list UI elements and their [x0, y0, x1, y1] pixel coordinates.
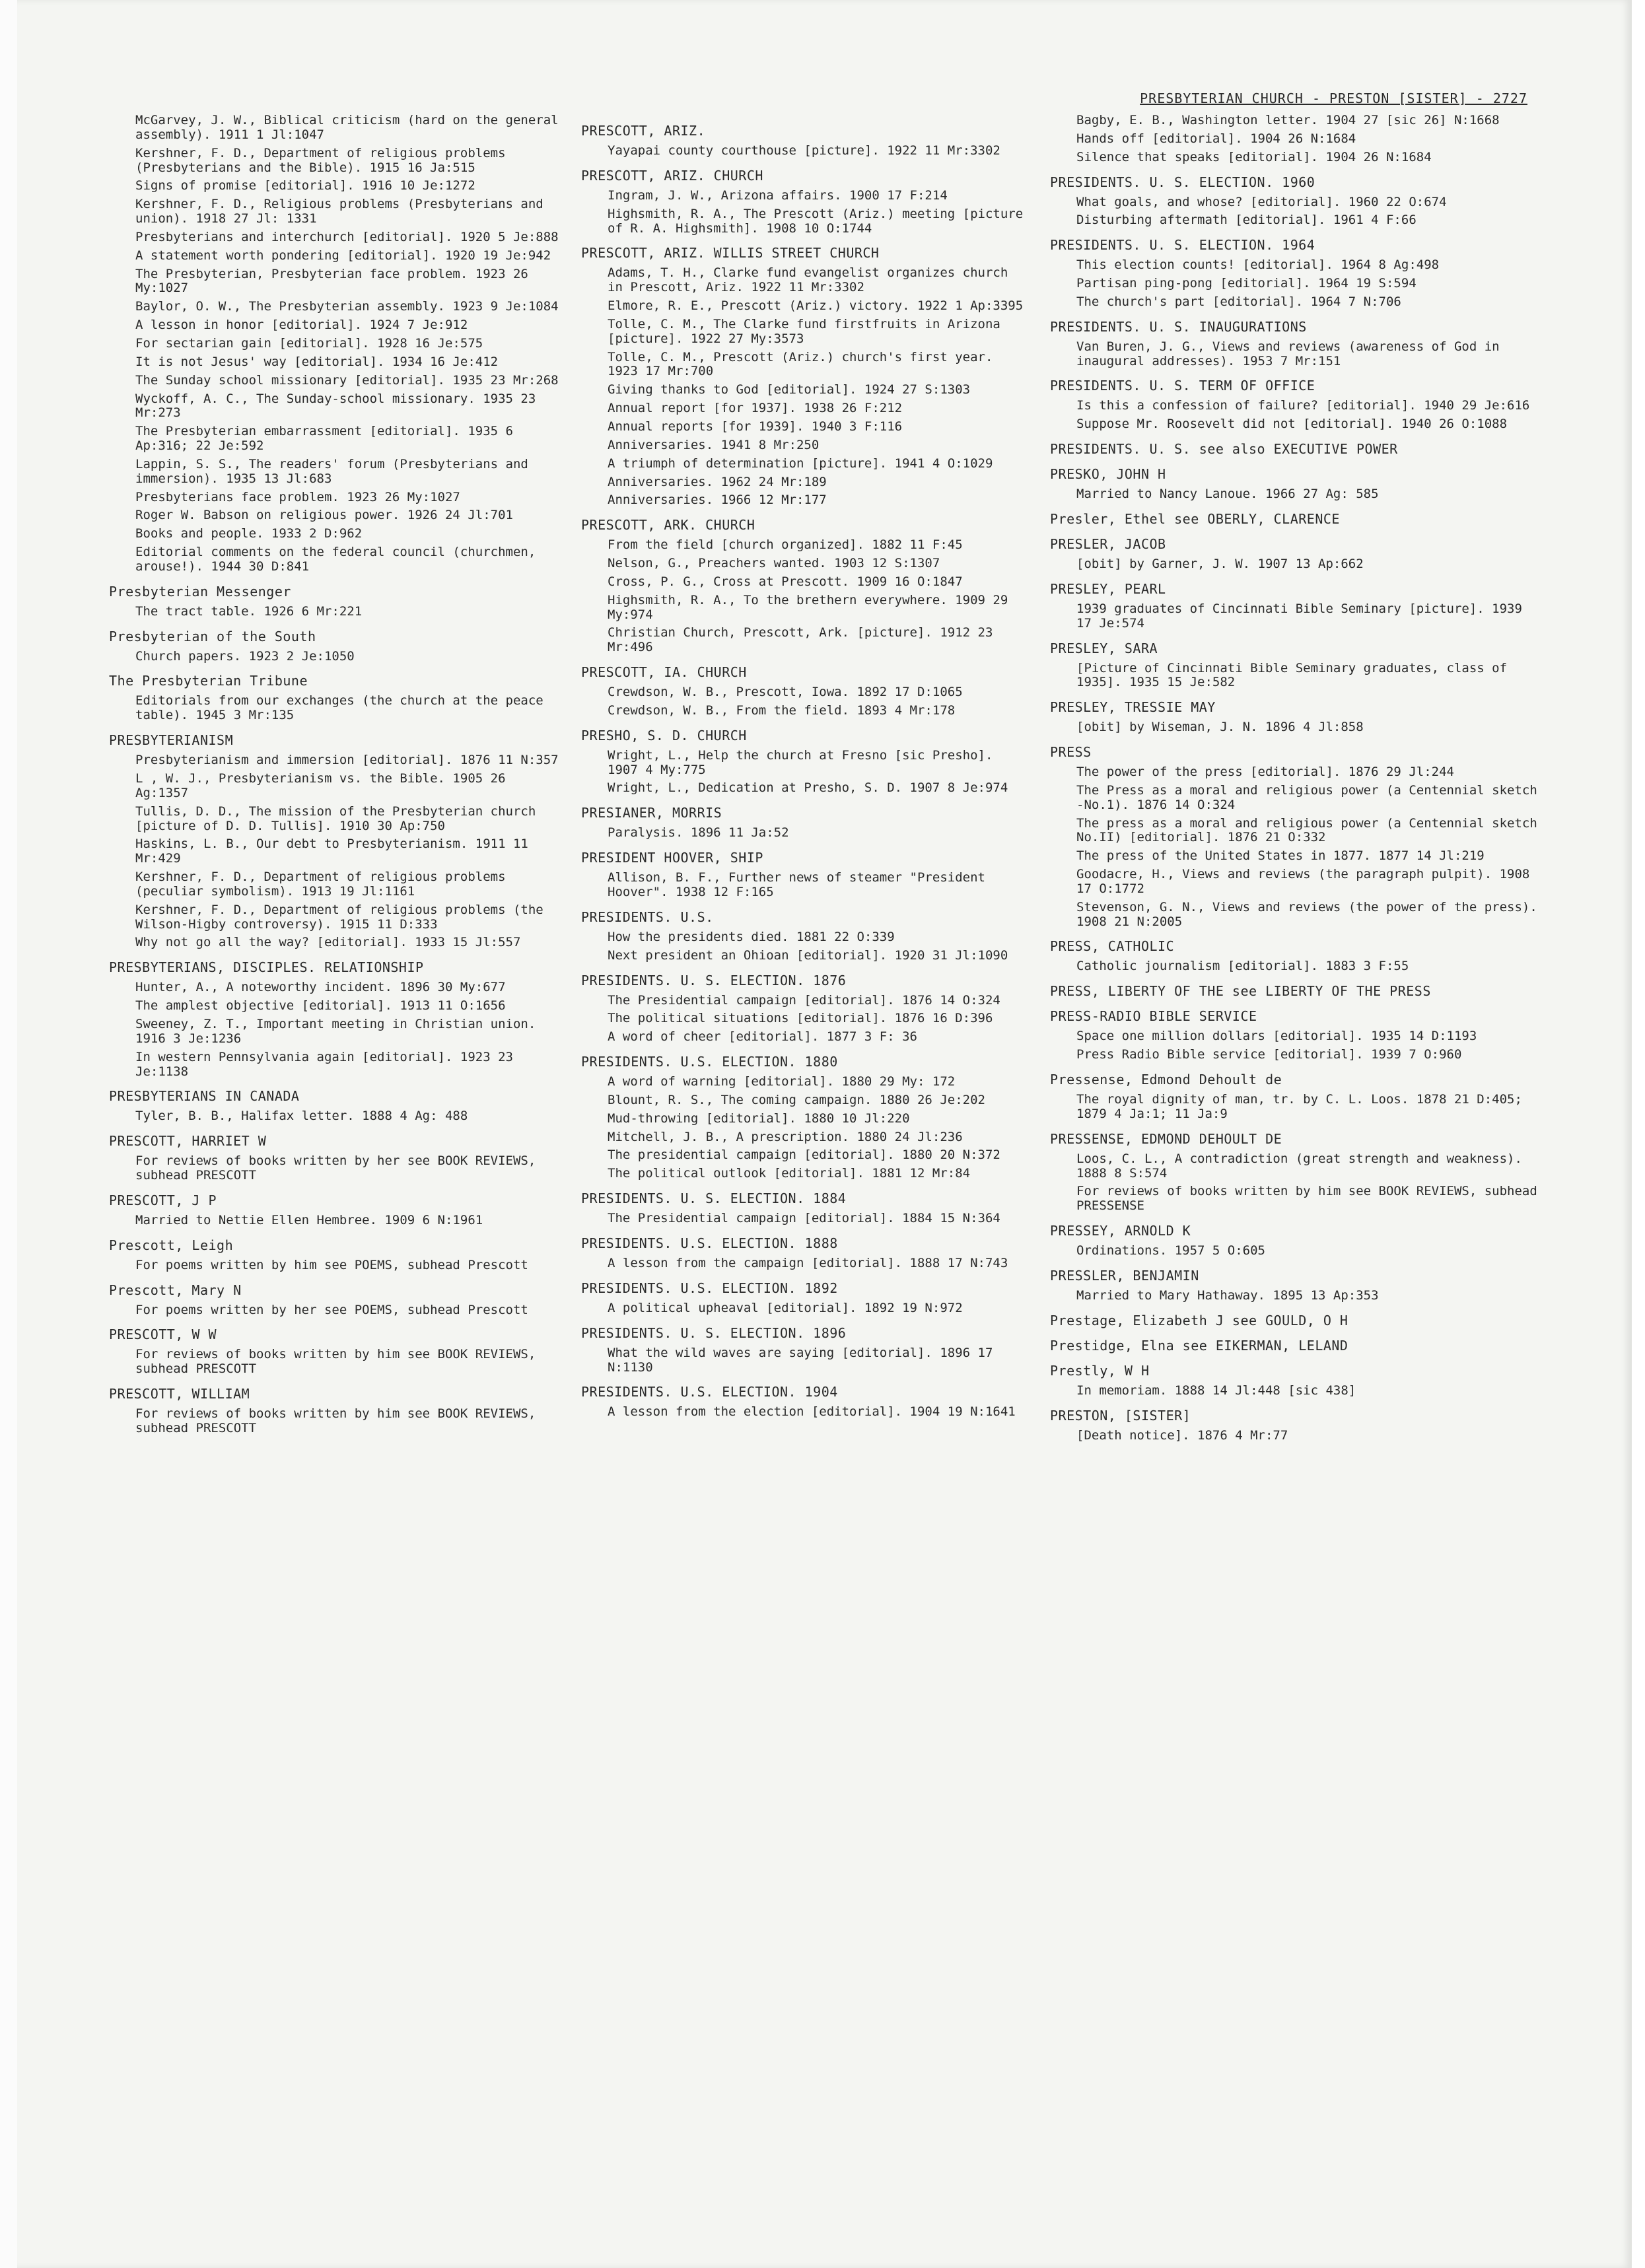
- index-heading: PRESIDENTS. U.S. ELECTION. 1892: [581, 1280, 838, 1296]
- index-block: [1050, 237, 1539, 310]
- index-entry: Disturbing aftermath [editorial]. 1961 4 F:66: [1076, 213, 1417, 228]
- index-entry: Kershner, F. D., Department of religious problems (peculiar symbolism). 1913 19 Jl:1161: [135, 870, 506, 899]
- index-entry: In western Pennsylvania again [editorial]. 1923 23 Je:1138: [135, 1049, 513, 1079]
- index-heading: PRESS-RADIO BIBLE SERVICE: [1050, 1008, 1257, 1025]
- index-block: [581, 1190, 1030, 1226]
- index-entry: The presidential campaign [editorial]. 1880 20 N:372: [608, 1148, 1000, 1163]
- index-block: [1050, 1363, 1539, 1398]
- index-entry: Ingram, J. W., Arizona affairs. 1900 17 F:214: [608, 188, 948, 203]
- index-block: [581, 1384, 1030, 1420]
- index-heading: PRESBYTERIANS, DISCIPLES. RELATIONSHIP: [109, 959, 424, 976]
- index-entry: [obit] by Garner, J. W. 1907 13 Ap:662: [1076, 556, 1364, 571]
- index-block: [1050, 466, 1539, 502]
- index-block: [581, 973, 1030, 1045]
- index-entry: The royal dignity of man, tr. by C. L. Loos. 1878 21 D:405; 1879 4 Ja:1; 11 Ja:9: [1076, 1092, 1522, 1121]
- index-entry: Bagby, E. B., Washington letter. 1904 27 [sic 26] N:1668: [1076, 113, 1500, 127]
- index-heading: Prestage, Elizabeth J see GOULD, O H: [1050, 1312, 1348, 1328]
- index-heading: PRESIDENTS. U. S. INAUGURATIONS: [1050, 318, 1307, 335]
- index-entry: It is not Jesus' way [editorial]. 1934 16 Je:412: [135, 354, 499, 369]
- index-entry: The political outlook [editorial]. 1881 12 Mr:84: [608, 1166, 971, 1181]
- index-entry: The Press as a moral and religious power (a Centennial sketch -No.1). 1876 14 O:324: [1076, 782, 1537, 812]
- index-block: [581, 664, 1030, 718]
- index-block: [581, 728, 1030, 796]
- index-entry: Elmore, R. E., Prescott (Ariz.) victory. 1922 1 Ap:3395: [608, 298, 1024, 314]
- index-entry: Space one million dollars [editorial]. 1935 14 D:1193: [1076, 1029, 1477, 1044]
- index-entry: Allison, B. F., Further news of steamer "President Hoover". 1938 12 F:165: [608, 870, 985, 899]
- index-heading: PRESBYTERIANISM: [109, 732, 234, 749]
- index-block: [109, 732, 565, 950]
- index-entry: The tract table. 1926 6 Mr:221: [135, 603, 363, 619]
- index-block: [1050, 581, 1539, 631]
- index-entry: A political upheaval [editorial]. 1892 19 N:972: [608, 1300, 963, 1315]
- index-entry: McGarvey, J. W., Biblical criticism (hard on the general assembly). 1911 1 Jl:1047: [135, 113, 559, 142]
- index-entry: Crewdson, W. B., Prescott, Iowa. 1892 17 D:1065: [608, 685, 963, 700]
- index-heading: PRESLEY, SARA: [1050, 640, 1158, 656]
- index-entry: Presbyterianism and immersion [editorial]. 1876 11 N:357: [135, 753, 559, 768]
- index-block: [109, 114, 565, 574]
- index-heading: PRESLEY, TRESSIE MAY: [1050, 699, 1216, 716]
- index-entry: Tullis, D. D., The mission of the Presbyterian church [picture of D. D. Tullis]. 1910 30 Ap:750: [135, 804, 536, 833]
- index-block: [581, 123, 1030, 158]
- index-heading: PRESSENSE, EDMOND DEHOULT DE: [1050, 1130, 1282, 1147]
- index-heading: PRESS, LIBERTY OF THE see LIBERTY OF THE PRESS: [1050, 983, 1431, 1000]
- index-entry: Married to Mary Hathaway. 1895 13 Ap:353: [1076, 1288, 1379, 1303]
- index-heading: PRESIDENTS. U. S. ELECTION. 1964: [1050, 237, 1315, 254]
- index-entry: Books and people. 1933 2 D:962: [135, 526, 363, 541]
- index-heading: Prestidge, Elna see EIKERMAN, LELAND: [1050, 1337, 1348, 1354]
- index-block: [109, 1237, 565, 1273]
- index-entry: Presbyterians and interchurch [editorial]. 1920 5 Je:888: [135, 229, 559, 244]
- index-block: [581, 805, 1030, 841]
- index-heading: Presbyterian Messenger: [109, 583, 291, 600]
- index-block: [1050, 319, 1539, 369]
- index-block: [1050, 378, 1539, 432]
- index-block: [109, 1133, 565, 1183]
- index-entry: Crewdson, W. B., From the field. 1893 4 Mr:178: [608, 703, 956, 718]
- index-heading: PRESIANER, MORRIS: [581, 805, 722, 821]
- index-heading: PRESLEY, PEARL: [1050, 580, 1166, 597]
- index-entry: Paralysis. 1896 11 Ja:52: [608, 825, 789, 841]
- index-block: [109, 1192, 565, 1228]
- index-heading: PRESIDENTS. U. S. ELECTION. 1960: [1050, 174, 1315, 190]
- index-entry: Anniversaries. 1962 24 Mr:189: [608, 474, 827, 489]
- index-heading: Presbyterian of the South: [109, 628, 316, 644]
- index-block: [1050, 1338, 1539, 1354]
- index-entry: Lappin, S. S., The readers' forum (Presbyterians and immersion). 1935 13 Jl:683: [135, 456, 528, 486]
- index-heading: PRESCOTT, W W: [109, 1326, 217, 1343]
- index-entry: The church's part [editorial]. 1964 7 N:706: [1076, 294, 1401, 309]
- index-entry: [obit] by Wiseman, J. N. 1896 4 Jl:858: [1076, 720, 1364, 735]
- index-block: [581, 245, 1030, 508]
- index-entry: Married to Nancy Lanoue. 1966 27 Ag: 585: [1076, 487, 1379, 502]
- index-entry: Wyckoff, A. C., The Sunday-school missionary. 1935 23 Mr:273: [135, 391, 536, 421]
- index-block: [581, 1235, 1030, 1271]
- index-block: [1050, 536, 1539, 572]
- index-block: [581, 517, 1030, 655]
- index-block: [1050, 1072, 1539, 1122]
- index-entry: The power of the press [editorial]. 1876 29 Jl:244: [1076, 765, 1454, 780]
- index-entry: Annual report [for 1937]. 1938 26 F:212: [608, 401, 903, 416]
- index-heading: PRESTON, [SISTER]: [1050, 1407, 1191, 1424]
- index-entry: Blount, R. S., The coming campaign. 1880 26 Je:202: [608, 1092, 985, 1107]
- index-heading: PRESHO, S. D. CHURCH: [581, 727, 747, 743]
- index-block: [581, 1054, 1030, 1181]
- index-heading: PRESS: [1050, 744, 1092, 761]
- index-entry: The Presbyterian, Presbyterian face problem. 1923 26 My:1027: [135, 266, 528, 296]
- index-heading: PRESCOTT, ARIZ. CHURCH: [581, 167, 763, 184]
- index-entry: Hunter, A., A noteworthy incident. 1896 30 My:677: [135, 980, 506, 995]
- index-entry: A lesson from the election [editorial]. 1904 19 N:1641: [608, 1404, 1016, 1420]
- index-entry: For reviews of books written by him see BOOK REVIEWS, subhead PRESCOTT: [135, 1406, 536, 1435]
- index-entry: Tyler, B. B., Halifax letter. 1888 4 Ag: 488: [135, 1109, 468, 1124]
- index-entry: Presbyterians face problem. 1923 26 My:1027: [135, 489, 460, 504]
- index-entry: Editorials from our exchanges (the church at the peace table). 1945 3 Mr:135: [135, 693, 543, 723]
- index-block: [1050, 1008, 1539, 1062]
- index-block: [1050, 744, 1539, 929]
- index-block: [109, 959, 565, 1079]
- index-heading: PRESIDENTS. U. S. ELECTION. 1884: [581, 1190, 847, 1207]
- index-heading: PRESIDENTS. U. S. ELECTION. 1876: [581, 972, 847, 988]
- index-heading: PRESCOTT, IA. CHURCH: [581, 664, 747, 681]
- index-block: [109, 584, 565, 619]
- index-entry: What goals, and whose? [editorial]. 1960 22 O:674: [1076, 194, 1447, 209]
- index-entry: Next president an Ohioan [editorial]. 1920 31 Jl:1090: [608, 947, 1008, 963]
- index-block: [1050, 1223, 1539, 1258]
- index-entry: Hands off [editorial]. 1904 26 N:1684: [1076, 131, 1356, 146]
- running-header: PRESBYTERIAN CHURCH - PRESTON [SISTER] - 2727: [1140, 90, 1527, 106]
- index-heading: Pressense, Edmond Dehoult de: [1050, 1072, 1282, 1087]
- index-entry: For reviews of books written by her see BOOK REVIEWS, subhead PRESCOTT: [135, 1153, 536, 1183]
- index-entry: A triumph of determination [picture]. 1941 4 O:1029: [608, 456, 993, 471]
- index-entry: Baylor, O. W., The Presbyterian assembly. 1923 9 Je:1084: [135, 299, 559, 314]
- index-entry: Partisan ping-pong [editorial]. 1964 19 S:594: [1076, 276, 1417, 291]
- index-entry: Tolle, C. M., The Clarke fund firstfruits in Arizona [picture]. 1922 27 My:3573: [608, 316, 1000, 346]
- index-block: [1050, 1268, 1539, 1303]
- index-entry: L , W. J., Presbyterianism vs. the Bible. 1905 26 Ag:1357: [135, 771, 506, 800]
- index-heading: PRESIDENTS. U. S. see also EXECUTIVE POWER: [1050, 441, 1398, 458]
- index-block: [1050, 1131, 1539, 1214]
- index-entry: Stevenson, G. N., Views and reviews (the power of the press). 1908 21 N:2005: [1076, 899, 1537, 929]
- index-entry: Church papers. 1923 2 Je:1050: [135, 648, 355, 664]
- index-block: [1050, 1408, 1539, 1443]
- index-block: [1050, 983, 1539, 999]
- index-entry: For reviews of books written by him see BOOK REVIEWS, subhead PRESCOTT: [135, 1347, 536, 1377]
- index-heading: Prescott, Mary N: [109, 1282, 242, 1298]
- index-heading: PRESCOTT, ARIZ. WILLIS STREET CHURCH: [581, 245, 880, 261]
- index-entry: Annual reports [for 1939]. 1940 3 F:116: [608, 419, 903, 434]
- index-entry: From the field [church organized]. 1882 11 F:45: [608, 537, 963, 553]
- index-block: [581, 1280, 1030, 1316]
- page-edge: [0, 0, 17, 2268]
- index-heading: PRESIDENTS. U.S. ELECTION. 1880: [581, 1054, 838, 1070]
- index-entry: Ordinations. 1957 5 O:605: [1076, 1243, 1265, 1258]
- index-block: [109, 673, 565, 723]
- index-entry: The press of the United States in 1877. 1877 14 Jl:219: [1076, 848, 1485, 864]
- index-entry: The Presbyterian embarrassment [editorial]. 1935 6 Ap:316; 22 Je:592: [135, 424, 513, 454]
- index-entry: A lesson in honor [editorial]. 1924 7 Je:912: [135, 318, 468, 333]
- index-entry: Roger W. Babson on religious power. 1926 24 Jl:701: [135, 508, 513, 523]
- index-entry: The Presidential campaign [editorial]. 1876 14 O:324: [608, 992, 1000, 1008]
- index-block: [1050, 511, 1539, 527]
- index-entry: 1939 graduates of Cincinnati Bible Seminary [picture]. 1939 17 Je:574: [1076, 601, 1522, 631]
- index-entry: Haskins, L. B., Our debt to Presbyterianism. 1911 11 Mr:429: [135, 837, 528, 866]
- index-block: [1050, 1313, 1539, 1328]
- index-entry: The press as a moral and religious power (a Centennial sketch No.II) [editorial]. 1876 21 O:332: [1076, 815, 1537, 845]
- index-entry: Yayapai county courthouse [picture]. 1922 11 Mr:3302: [608, 143, 1000, 158]
- index-entry: How the presidents died. 1881 22 O:339: [608, 929, 895, 944]
- index-heading: PRESIDENTS. U.S.: [581, 909, 714, 925]
- index-block: [109, 629, 565, 664]
- index-heading: Prestly, W H: [1050, 1362, 1150, 1379]
- index-entry: Wright, L., Help the church at Fresno [sic Presho]. 1907 4 My:775: [608, 747, 993, 777]
- index-block: [1050, 174, 1539, 228]
- index-entry: A word of cheer [editorial]. 1877 3 F: 36: [608, 1029, 917, 1045]
- index-entry: The Presidential campaign [editorial]. 1884 15 N:364: [608, 1211, 1000, 1226]
- index-block: [1050, 640, 1539, 691]
- index-heading: PRESSEY, ARNOLD K: [1050, 1223, 1191, 1239]
- index-heading: Presler, Ethel see OBERLY, CLARENCE: [1050, 510, 1340, 527]
- index-entry: Kershner, F. D., Department of religious problems (the Wilson-Higby controversy). 1915 11 D:333: [135, 902, 543, 932]
- index-entry: A word of warning [editorial]. 1880 29 My: 172: [608, 1074, 956, 1089]
- index-entry: For sectarian gain [editorial]. 1928 16 Je:575: [135, 335, 483, 351]
- index-entry: [Death notice]. 1876 4 Mr:77: [1076, 1427, 1288, 1443]
- column-2: [581, 114, 1030, 1424]
- index-block: [109, 1282, 565, 1318]
- index-entry: Anniversaries. 1966 12 Mr:177: [608, 493, 827, 508]
- index-heading: PRESIDENTS. U. S. TERM OF OFFICE: [1050, 378, 1315, 394]
- index-entry: Highsmith, R. A., To the brethern everywhere. 1909 29 My:974: [608, 592, 1008, 622]
- index-entry: The political situations [editorial]. 1876 16 D:396: [608, 1011, 993, 1026]
- index-entry: Kershner, F. D., Religious problems (Presbyterians and union). 1918 27 Jl: 1331: [135, 197, 543, 226]
- index-entry: Loos, C. L., A contradiction (great strength and weakness). 1888 8 S:574: [1076, 1151, 1522, 1181]
- index-heading: PRESBYTERIANS IN CANADA: [109, 1088, 300, 1105]
- index-heading: PRESCOTT, ARK. CHURCH: [581, 517, 755, 533]
- index-entry: For poems written by him see POEMS, subhead Prescott: [135, 1257, 528, 1272]
- column-3: [1050, 114, 1539, 1447]
- index-entry: Adams, T. H., Clarke fund evangelist organizes church in Prescott, Ariz. 1922 11 Mr:3302: [608, 265, 1008, 295]
- index-entry: Silence that speaks [editorial]. 1904 26 N:1684: [1076, 149, 1432, 164]
- index-entry: Signs of promise [editorial]. 1916 10 Je:1272: [135, 178, 475, 193]
- index-entry: This election counts! [editorial]. 1964 8 Ag:498: [1076, 258, 1440, 273]
- index-entry: Why not go all the way? [editorial]. 1933 15 Jl:557: [135, 935, 521, 950]
- index-block: [1050, 699, 1539, 735]
- index-entry: Sweeney, Z. T., Important meeting in Christian union. 1916 3 Je:1236: [135, 1016, 536, 1046]
- index-entry: For poems written by her see POEMS, subhead Prescott: [135, 1302, 528, 1317]
- index-heading: PRESLER, JACOB: [1050, 535, 1166, 552]
- index-entry: Editorial comments on the federal council (churchmen, arouse!). 1944 30 D:841: [135, 545, 536, 574]
- index-heading: PRESCOTT, HARRIET W: [109, 1133, 267, 1150]
- index-block: [581, 850, 1030, 900]
- index-block: [109, 1088, 565, 1124]
- index-entry: Kershner, F. D., Department of religious problems (Presbyterians and the Bible). 1915 16 Ja:515: [135, 145, 506, 175]
- index-entry: A statement worth pondering [editorial]. 1920 19 Je:942: [135, 248, 551, 263]
- index-heading: Prescott, Leigh: [109, 1237, 234, 1253]
- column-1: [109, 114, 565, 1440]
- index-heading: PRESCOTT, ARIZ.: [581, 123, 706, 139]
- index-block: [1050, 114, 1539, 165]
- index-entry: Mud-throwing [editorial]. 1880 10 Jl:220: [608, 1111, 910, 1126]
- index-block: [581, 168, 1030, 236]
- index-entry: Is this a confession of failure? [editorial]. 1940 29 Je:616: [1076, 398, 1530, 413]
- index-entry: Goodacre, H., Views and reviews (the paragraph pulpit). 1908 17 O:1772: [1076, 867, 1530, 896]
- index-entry: Anniversaries. 1941 8 Mr:250: [608, 437, 820, 452]
- index-block: [109, 1386, 565, 1436]
- index-entry: Wright, L., Dedication at Presho, S. D. 1907 8 Je:974: [608, 780, 1008, 796]
- index-entry: A lesson from the campaign [editorial]. 1888 17 N:743: [608, 1255, 1008, 1270]
- index-heading: PRESKO, JOHN H: [1050, 466, 1166, 483]
- index-entry: Nelson, G., Preachers wanted. 1903 12 S:1307: [608, 556, 940, 571]
- index-entry: Press Radio Bible service [editorial]. 1939 7 O:960: [1076, 1047, 1462, 1062]
- index-entry: Highsmith, R. A., The Prescott (Ariz.) meeting [picture of R. A. Highsmith]. 1908 10 O:1744: [608, 206, 1024, 236]
- index-entry: Christian Church, Prescott, Ark. [picture]. 1912 23 Mr:496: [608, 625, 993, 655]
- index-heading: The Presbyterian Tribune: [109, 673, 308, 689]
- index-block: [1050, 938, 1539, 974]
- index-entry: Tolle, C. M., Prescott (Ariz.) church's first year. 1923 17 Mr:700: [608, 349, 993, 379]
- index-entry: Van Buren, J. G., Views and reviews (awareness of God in inaugural addresses). 1953 7 Mr:151: [1076, 339, 1500, 368]
- index-block: [109, 1326, 565, 1377]
- index-block: [581, 1325, 1030, 1375]
- index-heading: PRESSLER, BENJAMIN: [1050, 1267, 1199, 1284]
- index-heading: PRESCOTT, WILLIAM: [109, 1386, 250, 1402]
- index-heading: PRESIDENT HOOVER, SHIP: [581, 850, 763, 866]
- index-entry: The amplest objective [editorial]. 1913 11 O:1656: [135, 998, 506, 1014]
- index-heading: PRESIDENTS. U. S. ELECTION. 1896: [581, 1324, 847, 1341]
- index-entry: Catholic journalism [editorial]. 1883 3 F:55: [1076, 959, 1409, 974]
- index-entry: Giving thanks to God [editorial]. 1924 27 S:1303: [608, 382, 971, 397]
- index-entry: Suppose Mr. Roosevelt did not [editorial]. 1940 26 O:1088: [1076, 417, 1508, 432]
- index-entry: In memoriam. 1888 14 Jl:448 [sic 438]: [1076, 1383, 1356, 1398]
- index-entry: Cross, P. G., Cross at Prescott. 1909 16 O:1847: [608, 574, 963, 589]
- index-heading: PRESIDENTS. U.S. ELECTION. 1904: [581, 1384, 838, 1400]
- index-entry: For reviews of books written by him see BOOK REVIEWS, subhead PRESSENSE: [1076, 1184, 1537, 1214]
- index-block: [581, 909, 1030, 963]
- index-block: [1050, 441, 1539, 457]
- index-heading: PRESCOTT, J P: [109, 1192, 217, 1208]
- index-entry: What the wild waves are saying [editorial]. 1896 17 N:1130: [608, 1345, 993, 1375]
- index-entry: The Sunday school missionary [editorial]. 1935 23 Mr:268: [135, 372, 559, 388]
- index-entry: Mitchell, J. B., A prescription. 1880 24 Jl:236: [608, 1129, 963, 1144]
- index-heading: PRESIDENTS. U.S. ELECTION. 1888: [581, 1235, 838, 1251]
- index-entry: Married to Nettie Ellen Hembree. 1909 6 N:1961: [135, 1212, 483, 1227]
- index-entry: [Picture of Cincinnati Bible Seminary graduates, class of 1935]. 1935 15 Je:582: [1076, 660, 1508, 690]
- index-heading: PRESS, CATHOLIC: [1050, 938, 1175, 955]
